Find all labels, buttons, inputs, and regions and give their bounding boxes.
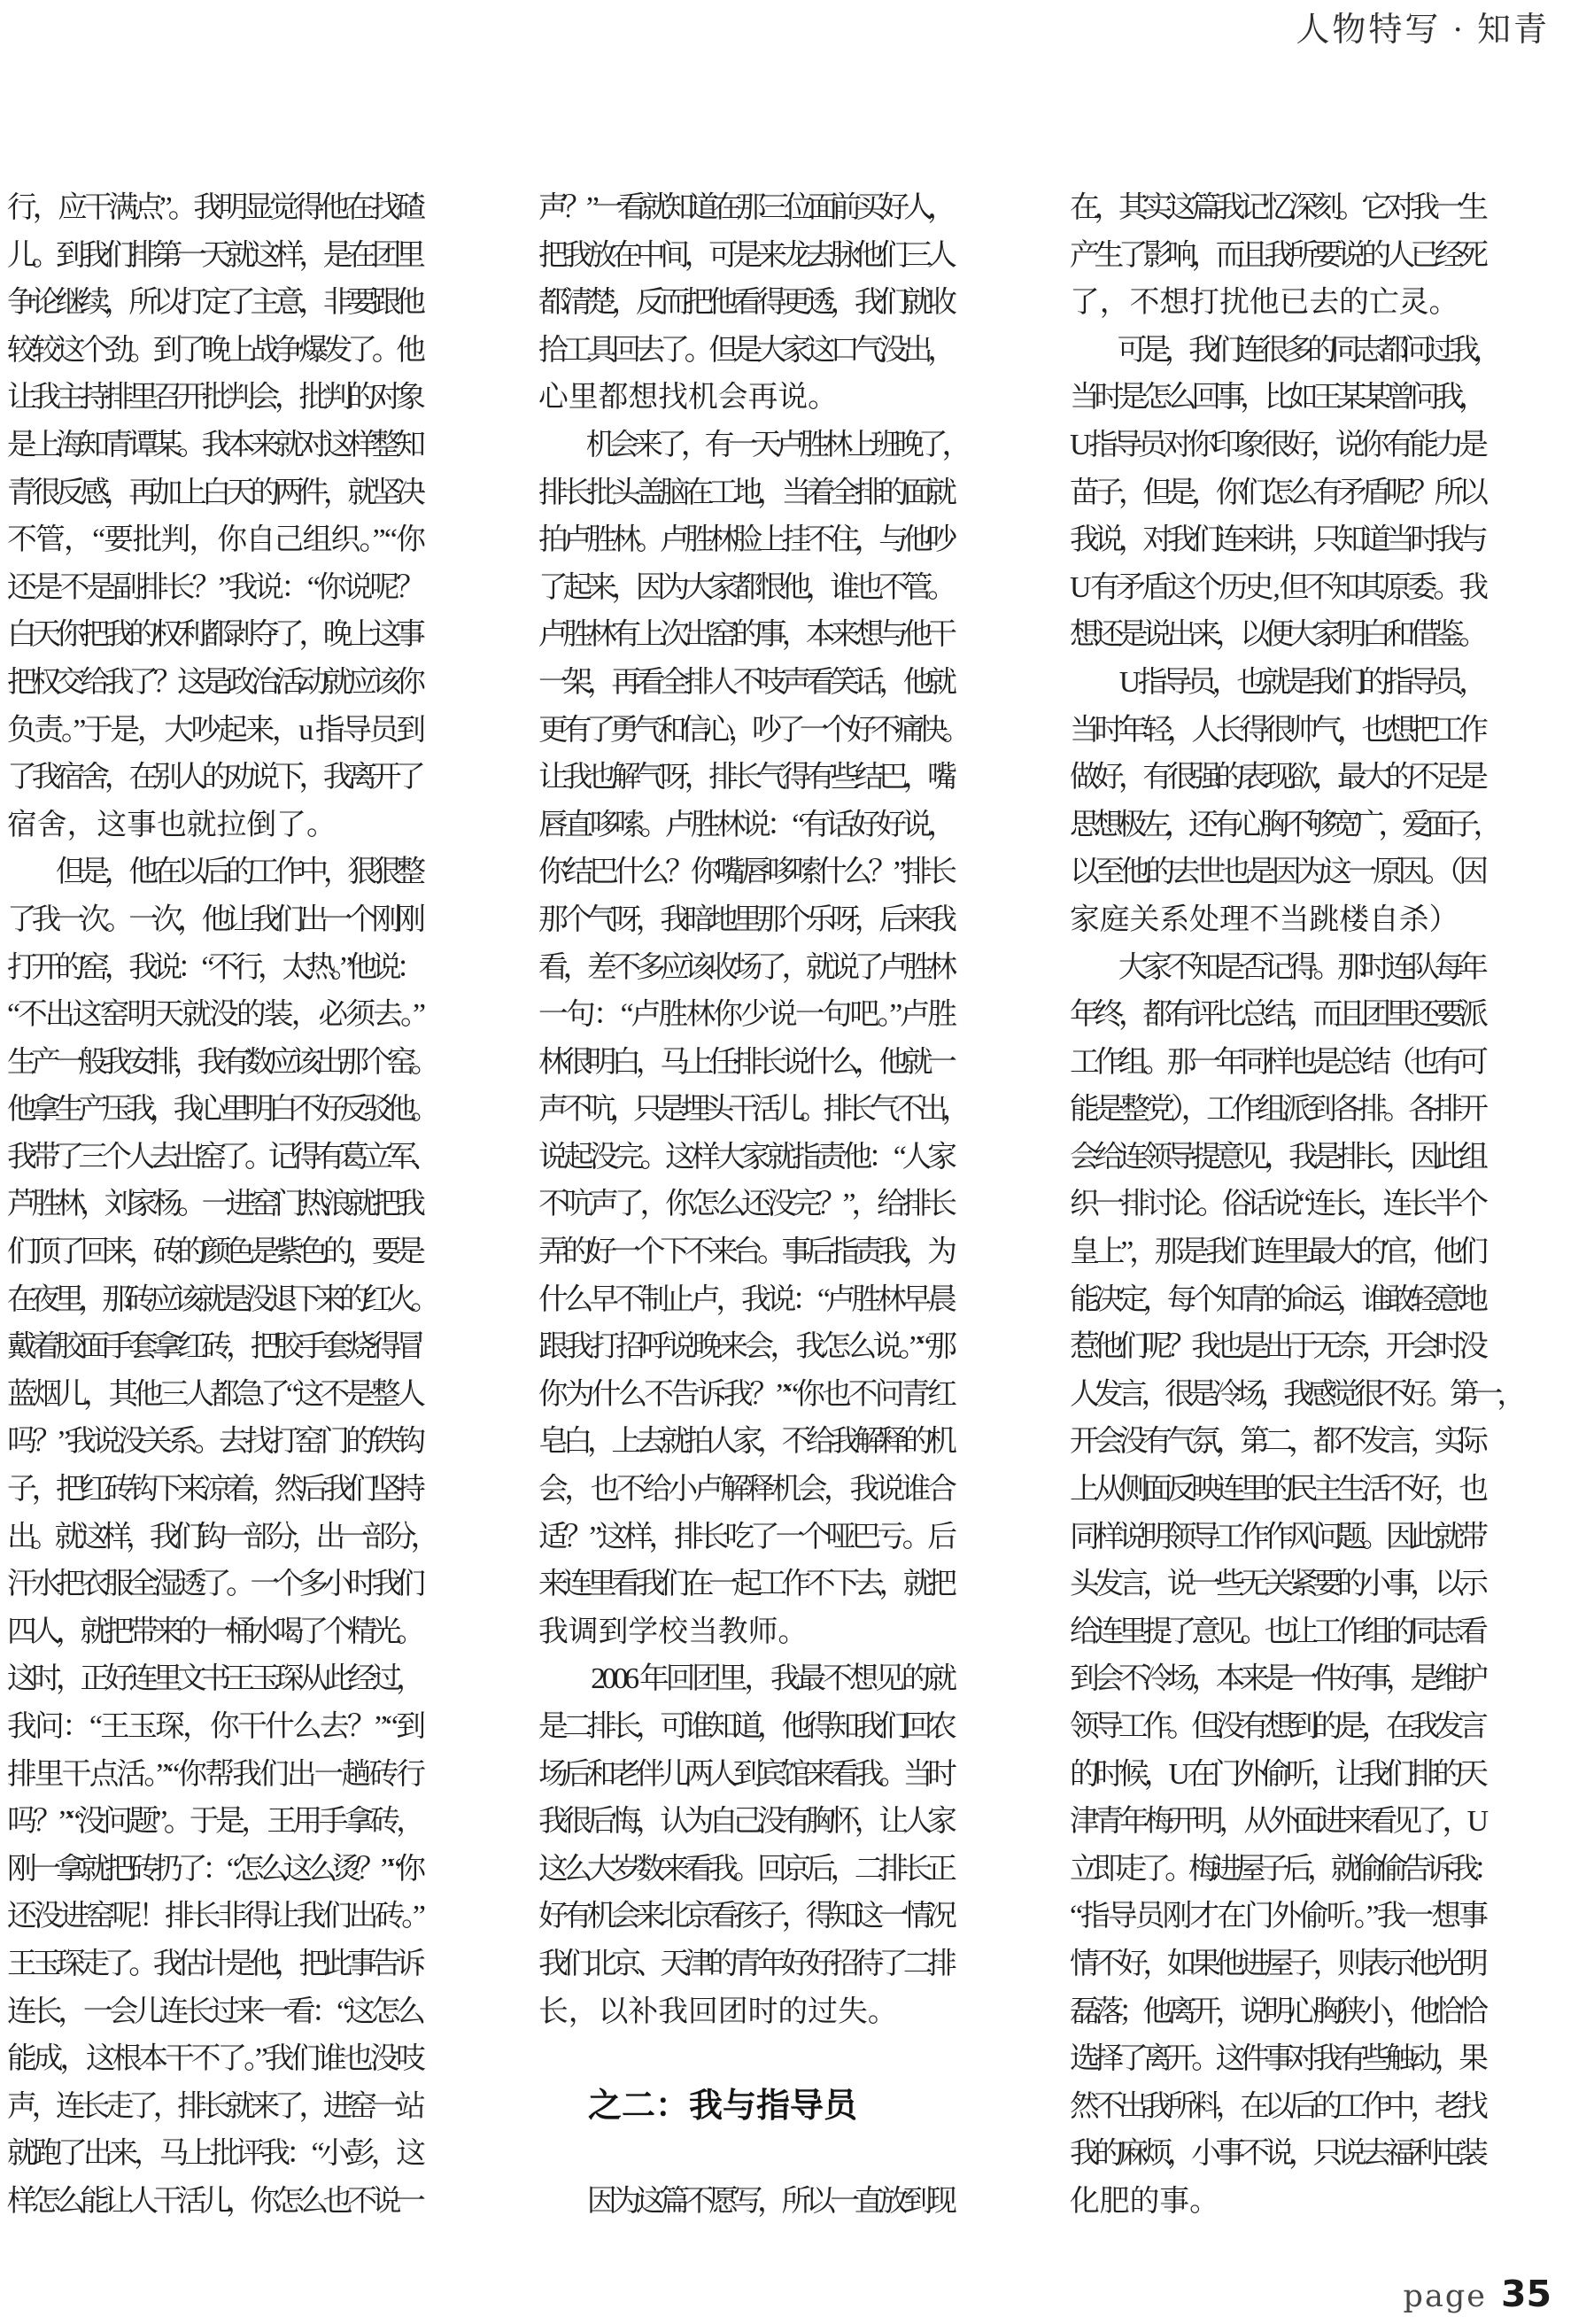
text-line: 立即走了。梅进屋子后，就偷偷告诉我： bbox=[1070, 1852, 1497, 1886]
text-line: 青很反感，再加上白天的两件，就坚决 bbox=[7, 476, 421, 509]
text-line: 我的麻烦，小事不说，只说去福利屯装 bbox=[1070, 2137, 1483, 2171]
text-line: 刚一拿就把砖扔了：“怎么这么烫？”“你 bbox=[7, 1852, 421, 1886]
text-line: 我很后悔，认为自己没有胸怀，让人家 bbox=[538, 1805, 952, 1839]
text-line: 了，不想打扰他已去的亡灵。 bbox=[1070, 286, 1459, 320]
text-line: 当时是怎么回事，比如王某某曾问我， bbox=[1070, 381, 1483, 414]
text-line: 汗水把衣服全湿透了。一个多小时我们 bbox=[7, 1568, 421, 1601]
text-line: 唇直哆嗦。卢胜林说：“有话好好说， bbox=[538, 808, 953, 841]
text-column-2 bbox=[538, 184, 966, 2226]
text-line: 排长批头盖脑在工地，当着全排的面就 bbox=[538, 476, 952, 509]
text-line: 我们北京、天津的青年好好招待了二排 bbox=[538, 1947, 952, 1980]
text-line: 他拿生产压我，我心里明白不好反驳他。 bbox=[7, 1093, 435, 1127]
text-line: 排里干点活。”“你帮我们出一趟砖行 bbox=[7, 1757, 424, 1791]
text-line: 我说，对我们连来讲，只知道当时我与 bbox=[1070, 523, 1483, 557]
text-line: 想还是说出来，以便大家明白和借鉴。 bbox=[1070, 618, 1483, 652]
text-line: 了我宿舍，在别人的劝说下，我离开了 bbox=[7, 761, 421, 794]
text-line: 给连里提了意见。也让工作组的同志看 bbox=[1070, 1615, 1483, 1648]
text-line: U 有矛盾这个历史 , 但不知其原委。我 bbox=[1070, 570, 1485, 604]
text-line: 声？”一看就知道在那三位面前买好人， bbox=[538, 191, 952, 224]
text-column-1 bbox=[7, 184, 435, 2226]
text-line: “指导员刚才在门外偷听。”我一想事 bbox=[1070, 1900, 1487, 1933]
text-line: 生产一般我安排，我有数应该出那个窑。 bbox=[7, 1045, 435, 1079]
text-line: 还没进窑呢！排长非得让我们出砖。” bbox=[7, 1900, 422, 1933]
text-line: 适？”这样，排长吃了一个哑巴亏。后 bbox=[538, 1520, 953, 1553]
text-line: 机会来了，有一天卢胜林上班晚了， bbox=[538, 428, 966, 461]
text-line: 戴着胶面手套拿红砖，把胶手套烧得冒 bbox=[7, 1330, 421, 1364]
text-line: 思想极左，还有心胸不够宽广，爱面子， bbox=[1070, 808, 1497, 841]
text-line: 行，应干满点”。我明显觉得他在找碴 bbox=[7, 191, 422, 224]
text-line: 因为这篇不愿写，所以一直放到现 bbox=[538, 2184, 952, 2218]
text-line: 们顶了回来，砖的颜色是紫色的，要是 bbox=[7, 1236, 421, 1269]
text-line: 领导工作。但没有想到的是，在我发言 bbox=[1070, 1710, 1483, 1743]
text-line: 较较这个劲。到了晚上战争爆发了。他 bbox=[7, 333, 421, 367]
page-footer bbox=[1404, 2273, 1551, 2315]
text-line: 大家不知是否记得。那时连队每年 bbox=[1070, 950, 1483, 984]
text-line: 但是，他在以后的工作中，狠狠整 bbox=[7, 856, 421, 889]
text-line: 还是不是副排长？”我说：“你说呢？ bbox=[7, 570, 422, 604]
text-line: 更有了勇气和信心，吵了一个好不痛快。 bbox=[538, 713, 966, 747]
text-line: 我问：“王玉琛，你干什么去？”“到 bbox=[7, 1710, 424, 1743]
text-line: 弄的好一个下不来台。事后指责我，为 bbox=[538, 1236, 952, 1269]
text-line: 上从侧面反映连里的民主生活不好，也 bbox=[1070, 1473, 1483, 1507]
text-line: 出。就这样，我们钩一部分，出一部分， bbox=[7, 1520, 435, 1553]
text-line: 宿舍，这事也就拉倒了。 bbox=[7, 808, 337, 841]
text-line: 这时，正好连里文书王玉琛从此经过， bbox=[7, 1662, 421, 1696]
text-line: 可是，我们连很多的同志都问过我， bbox=[1070, 333, 1497, 367]
text-line: 了我一次。一次，他让我们出一个刚刚 bbox=[7, 902, 421, 936]
text-line: 磊落；他离开，说明心胸狭小，他恰恰 bbox=[1070, 1995, 1483, 2028]
text-line: 皇上”，那是我们连里最大的官，他们 bbox=[1070, 1236, 1484, 1269]
text-line: 人发言，很是冷场，我感觉很不好。第一， bbox=[1070, 1377, 1521, 1411]
text-line: 到会不冷场，本来是一件好事，是维护 bbox=[1070, 1662, 1483, 1696]
text-line: 一架，再看全排人不吱声看笑话，他就 bbox=[538, 665, 952, 699]
text-line: 场后和老伴儿两人到宾馆来看我。当时 bbox=[538, 1757, 952, 1791]
text-line: 你结巴什么？你嘴唇哆嗦什么？”排长 bbox=[538, 856, 953, 889]
text-line: 争论继续，所以打定了主意，非要跟他 bbox=[7, 286, 421, 320]
text-line: 就跑了出来，马上批评我：“小彭，这 bbox=[7, 2137, 422, 2171]
text-line: 做好，有很强的表现欲，最大的不足是 bbox=[1070, 761, 1483, 794]
text-line: 情不好，如果他进屋子，则表示他光明 bbox=[1070, 1947, 1483, 1980]
text-line: 以至他的去世也是因为这一原因。（因 bbox=[1070, 856, 1484, 889]
text-line: 能决定，每个知青的命运，谁敢轻意地 bbox=[1070, 1282, 1483, 1316]
text-line: “不出这窑明天就没的装，必须去。” bbox=[7, 998, 424, 1032]
text-line: 苗子，但是，你们怎么有矛盾呢？所以 bbox=[1070, 476, 1483, 509]
text-line: 2006 年回团里，我最不想见的就 bbox=[538, 1662, 954, 1696]
text-line: 声，连长走了，排长就来了，进窑一站 bbox=[7, 2089, 421, 2123]
text-line: 拍卢胜林。卢胜林脸上挂不住，与他吵 bbox=[538, 523, 952, 557]
text-line: 吗？”“没问题”。于是，王用手拿砖， bbox=[7, 1805, 422, 1839]
text-line: 会，也不给小卢解释机会，我说谁合 bbox=[538, 1473, 954, 1507]
text-line: 王玉琛走了。我估计是他，把此事告诉 bbox=[7, 1947, 421, 1980]
text-line: 我调到学校当教师。 bbox=[538, 1615, 809, 1648]
text-line: 声不吭，只是埋头干活儿。排长气不出， bbox=[538, 1093, 966, 1127]
text-line: 打开的窑，我说：“不行，太热。”他说： bbox=[7, 950, 421, 984]
text-line: 一句：“卢胜林你少说一句吧。”卢胜 bbox=[538, 998, 956, 1032]
text-line: 织一排讨论。俗话说“连长，连长半个 bbox=[1070, 1188, 1484, 1221]
section-heading: 之二：我与指导员 bbox=[588, 2087, 858, 2125]
text-line: 皂白，上去就拍人家，不给我解释的机 bbox=[538, 1425, 952, 1459]
text-line: 化肥的事。 bbox=[1070, 2184, 1219, 2218]
text-line: 津青年梅开明，从外面进来看见了，U bbox=[1070, 1805, 1484, 1839]
text-line: 样怎么能让人干活儿，你怎么也不说一 bbox=[7, 2184, 421, 2218]
text-line: 选择了离开。这件事对我有些触动，果 bbox=[1070, 2042, 1483, 2076]
text-line: 头发言，说一些无关紧要的小事，以示 bbox=[1070, 1568, 1483, 1601]
text-line: 白天你把我的权利都剥夺了，晚上这事 bbox=[7, 618, 421, 652]
footer-page-number: 35 bbox=[1500, 2273, 1551, 2315]
text-line: 看，差不多应该收场了，就说了卢胜林 bbox=[538, 950, 952, 984]
text-line: 惹他们呢？我也是出于无奈，开会时没 bbox=[1070, 1330, 1483, 1364]
text-line: 子，把红砖钩下来凉着，然后我们坚持 bbox=[7, 1473, 421, 1507]
text-line: 让我也解气呀，排长气得有些结巴，嘴 bbox=[538, 761, 952, 794]
text-line: 然不出我所料，在以后的工作中，老找 bbox=[1070, 2089, 1483, 2123]
text-line: 会给连领导提意见，我是排长，因此组 bbox=[1070, 1140, 1483, 1174]
text-line: 在夜里，那砖应该就是没退下来的红火。 bbox=[7, 1282, 435, 1316]
text-line: 那个气呀，我暗地里那个乐呀，后来我 bbox=[538, 902, 952, 936]
text-line: 同样说明领导工作作风问题。因此就带 bbox=[1070, 1520, 1483, 1553]
text-line: 四人，就把带来的一桶水喝了个精光。 bbox=[7, 1615, 421, 1648]
text-line: 长，以补我回团时的过失。 bbox=[538, 1995, 898, 2028]
text-line: 林很明白，马上任排长说什么，他就一 bbox=[538, 1045, 952, 1079]
text-line: 好有机会来北京看孩子，得知这一情况 bbox=[538, 1900, 952, 1933]
text-line: 拾工具回去了。但是大家这口气没出， bbox=[538, 333, 952, 367]
text-line: 我带了三个人去出窑了。记得有葛立军、 bbox=[7, 1140, 435, 1174]
text-line: 是上海知青谭某。我本来就对这样整知 bbox=[7, 428, 421, 461]
text-line: 的时候，U 在门外偷听，让我们排的天 bbox=[1070, 1757, 1484, 1791]
footer-page-label: page bbox=[1403, 2279, 1487, 2314]
text-line: 让我主持排里召开批判会，批判的对象 bbox=[7, 381, 421, 414]
text-line: 什么早不制止卢，我说：“卢胜林早晨 bbox=[538, 1282, 953, 1316]
text-line: 连长，一会儿连长过来一看：“这怎么 bbox=[7, 1995, 422, 2028]
text-columns bbox=[7, 184, 1521, 2226]
text-line: 儿。到我们排第一天就这样，是在团里 bbox=[7, 238, 421, 272]
text-line: 吗？”我说没关系。去找打窑门的铁钩 bbox=[7, 1425, 422, 1459]
text-line: 蓝烟儿，其他三人都急了“这不是整人 bbox=[7, 1377, 422, 1411]
text-line: 来连里看我们在一起工作不下去，就把 bbox=[538, 1568, 952, 1601]
text-column-3 bbox=[1070, 184, 1521, 2226]
text-line: 跟我打招呼说晚来会，我怎么说。”“那 bbox=[538, 1330, 954, 1364]
text-line: 把我放在中间，可是来龙去脉他们三人 bbox=[538, 238, 952, 272]
text-line: 都清楚，反而把他看得更透，我们就收 bbox=[538, 286, 952, 320]
text-line: 能是整党），工作组派到各排。各排开 bbox=[1070, 1093, 1484, 1127]
text-line: 当时年轻，人长得很帅气，也想把工作 bbox=[1070, 713, 1483, 747]
text-line: 心里都想找机会再说。 bbox=[538, 381, 838, 414]
text-line: 芦胜林，刘家杨。一进窑门热浪就把我 bbox=[7, 1188, 421, 1221]
text-line: 产生了影响，而且我所要说的人已经死 bbox=[1070, 238, 1483, 272]
text-line: 家庭关系处理不当跳楼自杀） bbox=[1070, 902, 1459, 936]
text-line: U 指导员，也就是我们的指导员， bbox=[1070, 665, 1484, 699]
text-line: 开会没有气氛，第二，都不发言，实际 bbox=[1070, 1425, 1483, 1459]
text-line: 了起来，因为大家都恨他，谁也不管。 bbox=[538, 570, 952, 604]
text-line: 说起没完。这样大家就指责他：“人家 bbox=[538, 1140, 953, 1174]
text-line: 工作组。那一年同样也是总结（也有可 bbox=[1070, 1045, 1483, 1079]
text-line: 这么大岁数来看我。回京后，二排长正 bbox=[538, 1852, 952, 1886]
text-line: 你为什么不告诉我？”“你也不问青红 bbox=[538, 1377, 954, 1411]
text-line: 卢胜林有上次出窑的事，本来想与他干 bbox=[538, 618, 952, 652]
text-line: 年终，都有评比总结，而且团里还要派 bbox=[1070, 998, 1483, 1032]
text-line: 在，其实这篇我记忆深刻。它对我一生 bbox=[1070, 191, 1483, 224]
text-line: 把权交给我了？这是政治活动就应该你 bbox=[7, 665, 421, 699]
text-line: 不管，“要批判，你自己组织。”“你 bbox=[7, 523, 425, 557]
text-line: 是二排长，可谁知道，他得知我们回农 bbox=[538, 1710, 952, 1743]
text-line: 负责。”于是，大吵起来，u 指导员到 bbox=[7, 713, 423, 747]
text-line: U 指导员对你印象很好，说你有能力是 bbox=[1070, 428, 1484, 461]
page-header-title: 人物特写 · 知青 bbox=[1296, 12, 1550, 49]
text-line: 不吭声了，你怎么还没完？”，给排长 bbox=[538, 1188, 953, 1221]
text-line: 能成，这根本干不了。”我们谁也没吱 bbox=[7, 2042, 422, 2076]
